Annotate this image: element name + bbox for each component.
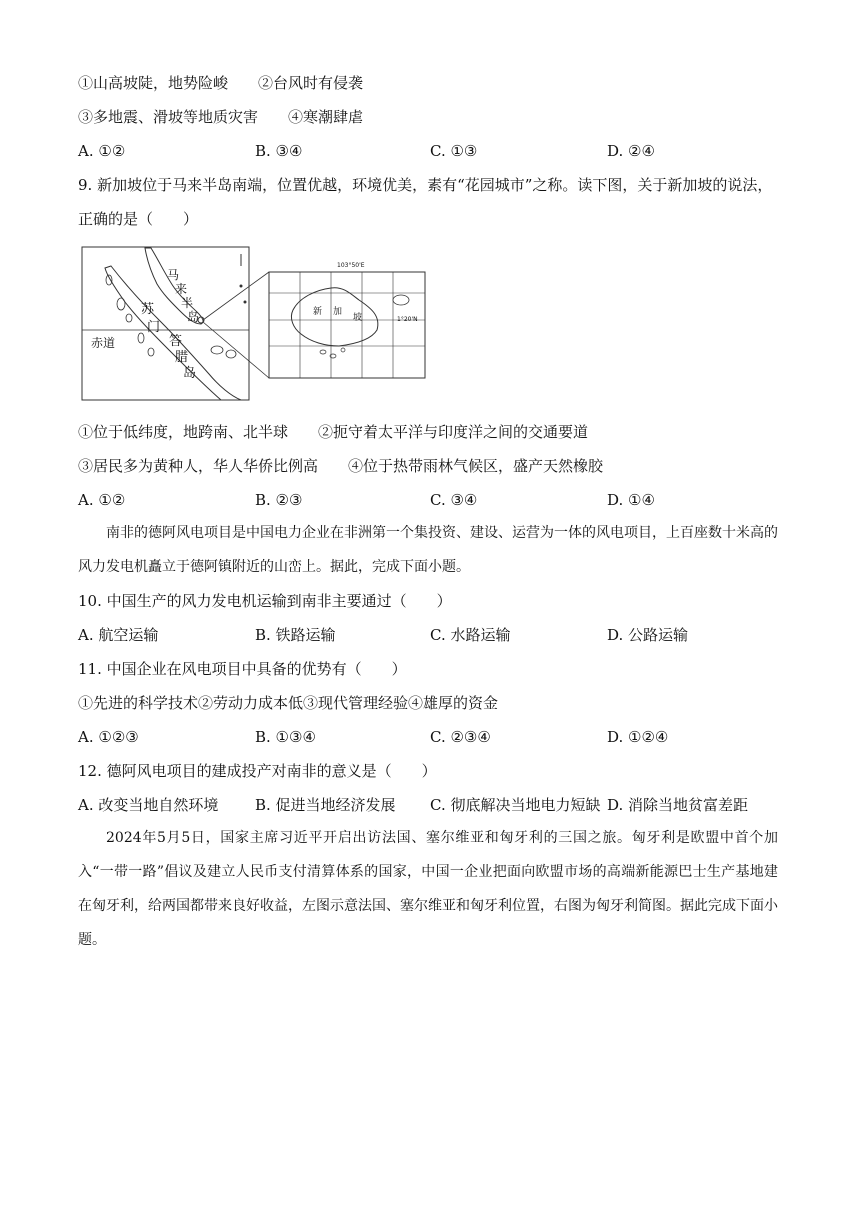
q11-option-b: B. ①③④ <box>255 728 316 746</box>
label-dao2: 岛 <box>183 366 197 381</box>
label-xin: 新 <box>313 307 323 317</box>
q8-statements-line2: ③多地震、滑坡等地质灾害 ④寒潮肆虐 <box>78 108 364 126</box>
passage-de-aar-wind: 南非的德阿风电项目是中国电力企业在非洲第一个集投资、建设、运营为一体的风电项目，上百座数十米高的风力发电机矗立于德阿镇附近的山峦上。据此，完成下面小题。 <box>78 525 778 575</box>
label-men: 门 <box>147 320 161 335</box>
q9-option-d: D. ①④ <box>607 491 655 509</box>
q8-option-b: B. ③④ <box>255 142 303 160</box>
q11-stem: 11. 中国企业在风电项目中具备的优势有（ ） <box>78 660 407 678</box>
q10-option-b: B. 铁路运输 <box>255 626 336 644</box>
q11-option-d: D. ①②④ <box>607 728 669 746</box>
label-jia: 加 <box>333 307 343 317</box>
label-ma: 马 <box>167 268 180 282</box>
left-map-frame <box>82 247 249 400</box>
label-po: 坡 <box>353 313 363 323</box>
q10-stem: 10. 中国生产的风力发电机运输到南非主要通过（ ） <box>78 592 452 610</box>
label-lai: 来 <box>175 282 188 296</box>
singapore-location-map <box>81 246 427 402</box>
q8-option-a: A. ①② <box>78 142 126 160</box>
q12-option-c: C. 彻底解决当地电力短缺 <box>430 796 601 814</box>
q11-statements: ①先进的科学技术②劳动力成本低③现代管理经验④雄厚的资金 <box>78 694 499 712</box>
q9-stem-line1: 9. 新加坡位于马来半岛南端，位置优越，环境优美，素有“花园城市”之称。读下图，关于新加坡的说法， <box>78 176 773 194</box>
q12-option-b: B. 促进当地经济发展 <box>255 796 396 814</box>
q10-option-a: A. 航空运输 <box>78 626 159 644</box>
label-dao1: 岛 <box>187 310 200 324</box>
label-la: 腊 <box>175 350 189 365</box>
label-su: 苏 <box>141 302 155 317</box>
q9-option-b: B. ②③ <box>255 491 303 509</box>
q8-statements-line1: ①山高坡陡，地势险峻 ②台风时有侵袭 <box>78 74 364 92</box>
equator-label: 赤道 <box>91 336 116 350</box>
q8-option-d: D. ②④ <box>607 142 655 160</box>
q8-option-c: C. ①③ <box>430 142 478 160</box>
latitude-label: 1°20'N <box>397 316 418 323</box>
inset-map-frame <box>269 272 425 378</box>
q10-option-d: D. 公路运输 <box>607 626 689 644</box>
q9-option-c: C. ③④ <box>430 491 478 509</box>
q11-option-a: A. ①②③ <box>78 728 139 746</box>
q9-option-a: A. ①② <box>78 491 126 509</box>
passage-hungary: 2024年5月5日，国家主席习近平开启出访法国、塞尔维亚和匈牙利的三国之旅。匈牙利是欧盟中首个加入“一带一路”倡议及建立人民币支付清算体系的国家，中国一企业把面向欧盟市场的高端新能源巴士生产基地建在匈牙利，给两国都带来良好收益，左图示意法国、塞尔维亚和匈牙利位置，右图为匈牙利简图。据此完成下面小题。 <box>78 830 778 948</box>
q9-statements-line2: ③居民多为黄种人，华人华侨比例高 ④位于热带雨林气候区，盛产天然橡胶 <box>78 457 604 475</box>
q9-statements-line1: ①位于低纬度，地跨南、北半球 ②扼守着太平洋与印度洋之间的交通要道 <box>78 423 589 441</box>
q12-option-d: D. 消除当地贫富差距 <box>607 796 749 814</box>
label-da: 答 <box>169 334 183 349</box>
longitude-label: 103°50'E <box>337 262 365 269</box>
q9-stem-line2: 正确的是（ ） <box>78 210 199 228</box>
label-ban: 半 <box>181 296 194 310</box>
q11-option-c: C. ②③④ <box>430 728 491 746</box>
q10-option-c: C. 水路运输 <box>430 626 511 644</box>
q12-stem: 12. 德阿风电项目的建成投产对南非的意义是（ ） <box>78 762 437 780</box>
q12-option-a: A. 改变当地自然环境 <box>78 796 219 814</box>
